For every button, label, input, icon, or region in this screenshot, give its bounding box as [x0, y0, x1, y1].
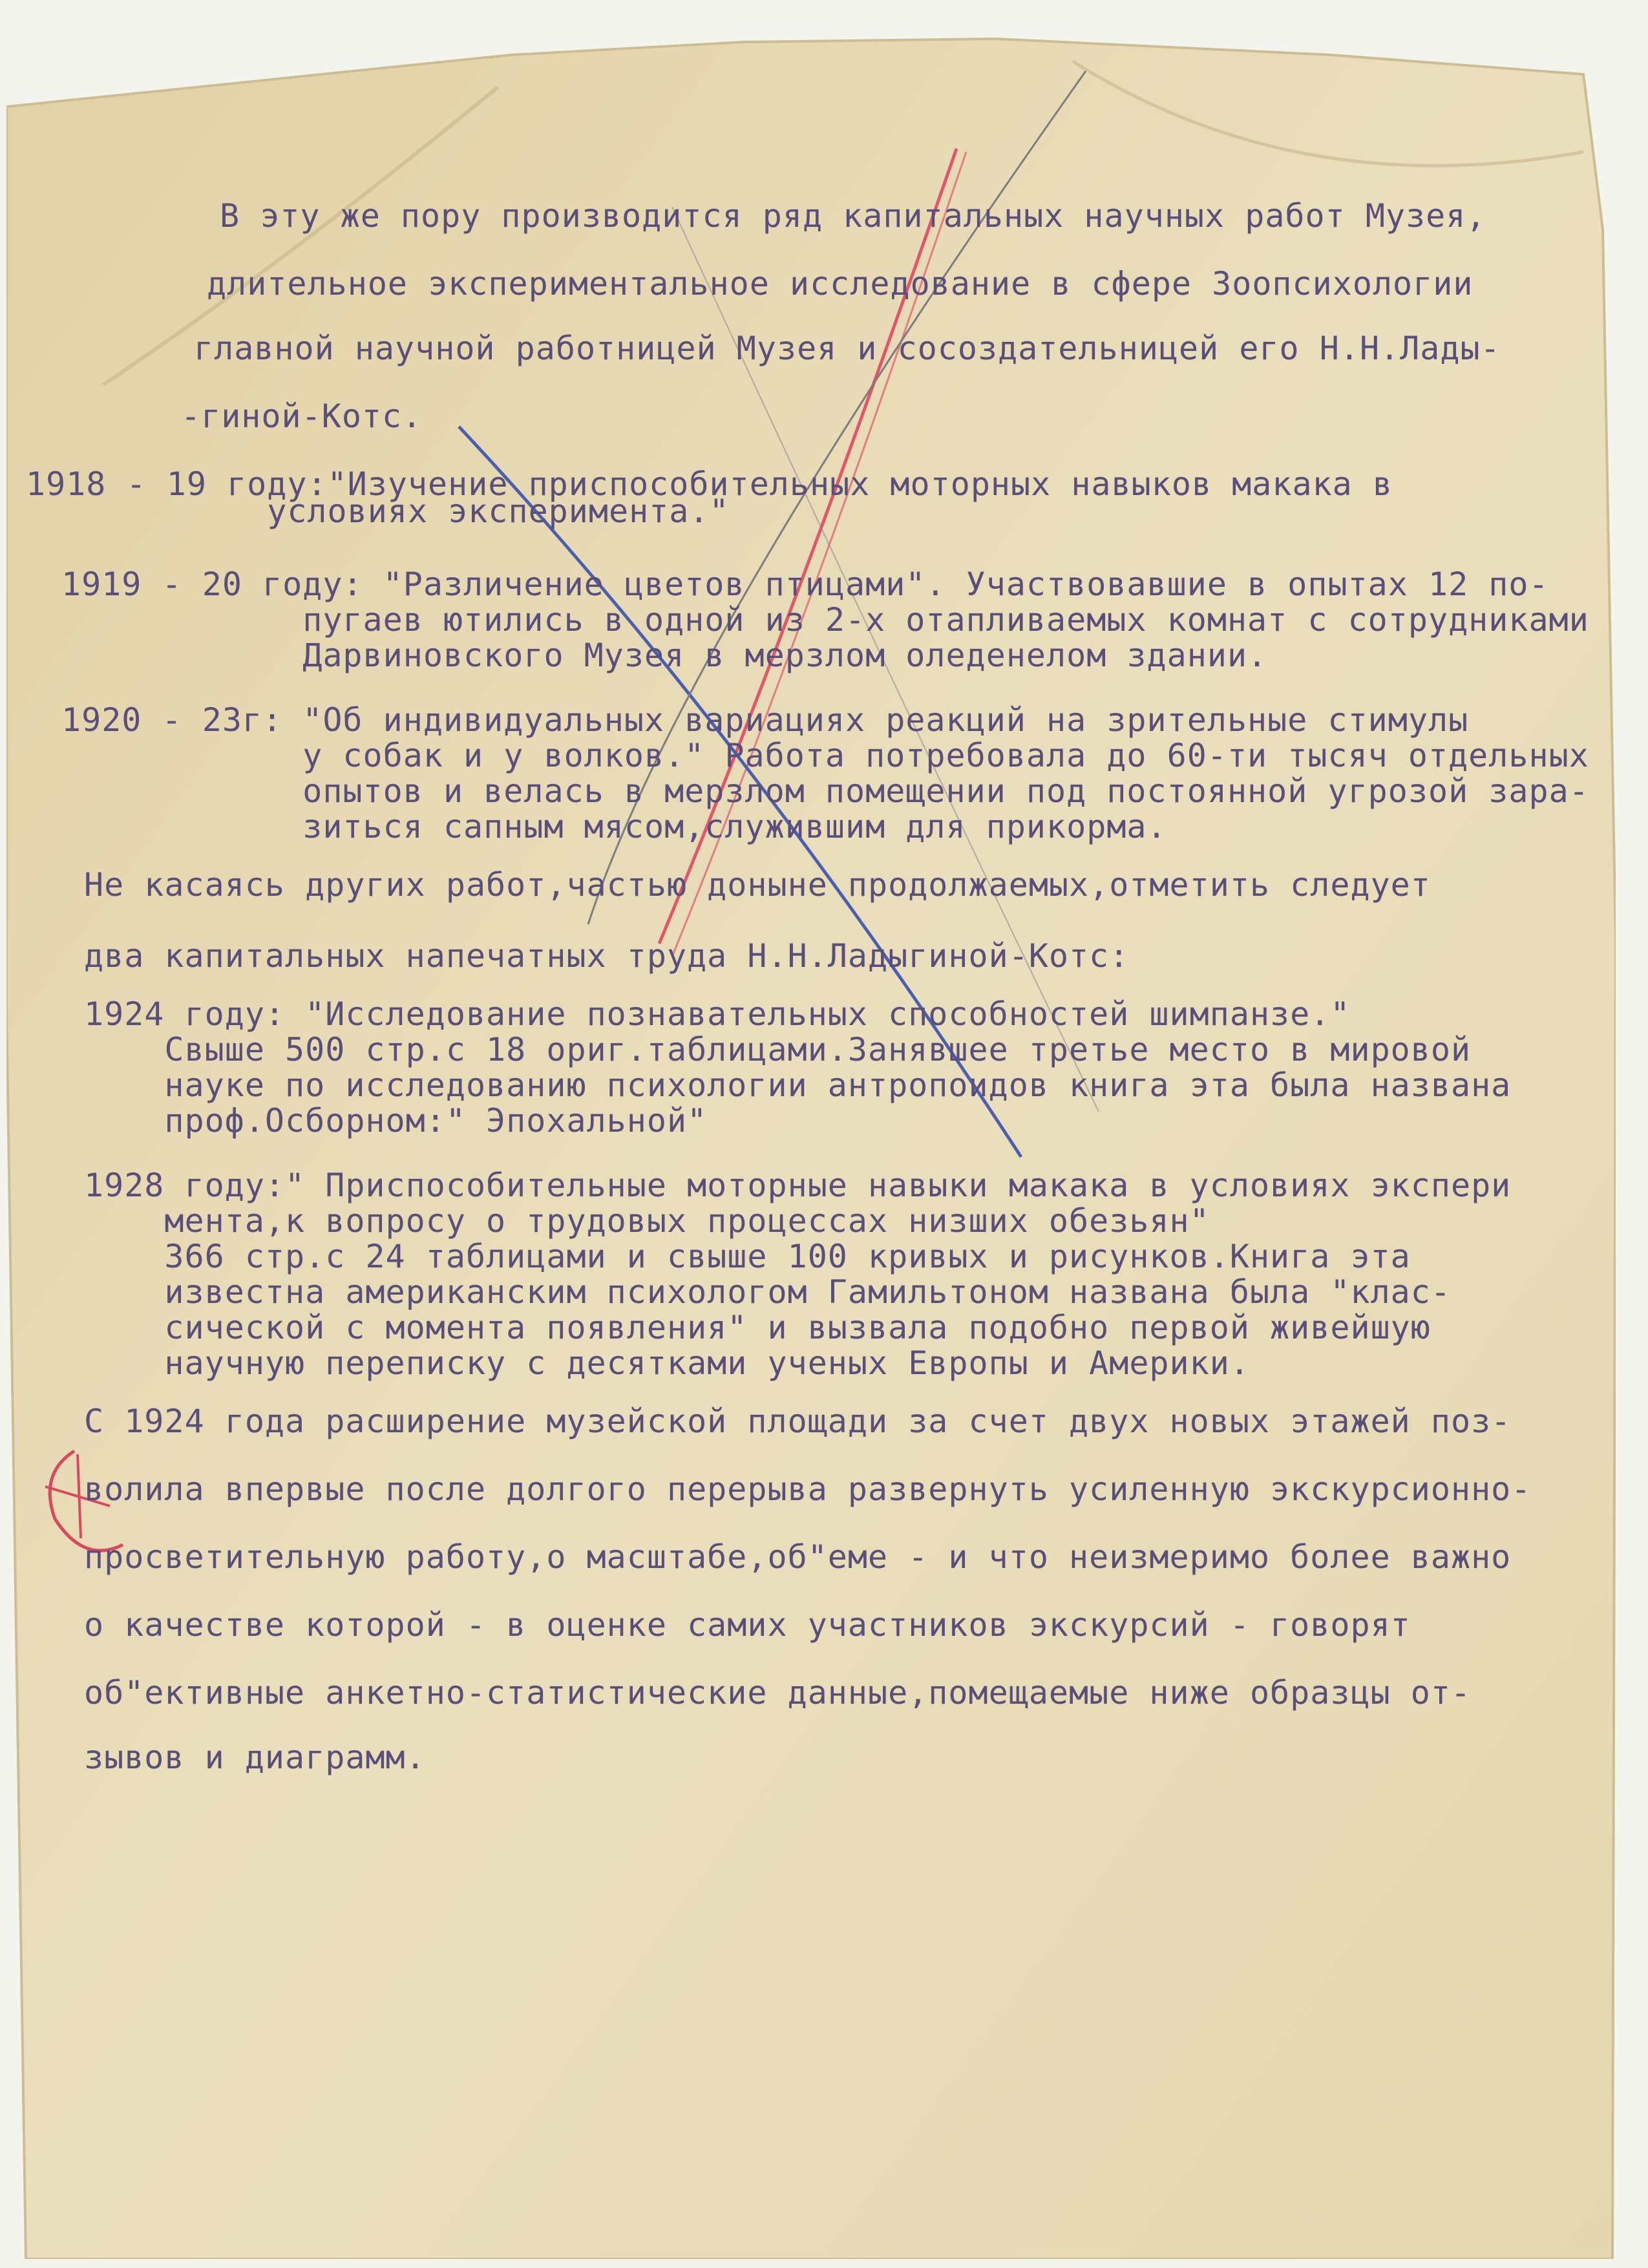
- text-line: В эту же пору производится ряд капитальных научных работ Музея,: [220, 197, 1486, 235]
- text-line: известна американским психологом Гамильтоном названа была "клас-: [84, 1273, 1451, 1311]
- text-line: 366 стр.с 24 таблицами и свыше 100 кривых и рисунков.Книга эта: [84, 1238, 1411, 1275]
- text-line: 1924 году: "Исследование познавательных способностей шимпанзе.": [84, 995, 1351, 1033]
- text-line: 1918 - 19 году:"Изучение приспособительных моторных навыков макака в: [26, 465, 1393, 503]
- text-line: волила впервые после долгого перерыва развернуть усиленную экскурсионно-: [84, 1470, 1532, 1508]
- text-line: -гиной-Котс.: [181, 397, 423, 435]
- text-line: опытов и велась в мерзлом помещении под постоянной угрозой зара-: [61, 772, 1589, 810]
- text-line: научную переписку с десятками ученых Европы и Америки.: [84, 1344, 1250, 1382]
- text-line: пугаев ютились в одной из 2-х отапливаемых комнат с сотрудниками: [61, 601, 1589, 639]
- text-line: у собак и у волков." Работа потребовала до 60-ти тысяч отдельных: [61, 737, 1589, 774]
- text-line: С 1924 года расширение музейской площади за счет двух новых этажей поз-: [84, 1403, 1512, 1440]
- text-line: зиться сапным мясом,служившим для прикорма.: [61, 808, 1167, 845]
- text-line: главной научной работницей Музея и сосоздательницей его Н.Н.Лады-: [194, 330, 1501, 367]
- text-line: Свыше 500 стр.с 18 ориг.таблицами.Занявшее третье место в мировой: [84, 1031, 1472, 1068]
- text-line: Дарвиновского Музея в мерзлом оледенелом здании.: [61, 637, 1268, 674]
- text-line: просветительную работу,о масштабе,об"еме - и что неизмеримо более важно: [84, 1538, 1512, 1576]
- text-line: зывов и диаграмм.: [84, 1739, 426, 1776]
- text-line: 1920 - 23г: "Об индивидуальных вариациях реакций на зрительные стимулы: [61, 701, 1469, 739]
- text-line: науке по исследованию психологии антропоидов книга эта была названа: [84, 1066, 1512, 1104]
- text-line: 1928 году:" Приспособительные моторные навыки макака в условиях экспери: [84, 1167, 1512, 1204]
- text-line: о качестве которой - в оценке самих участников экскурсий - говорят: [84, 1606, 1411, 1644]
- text-line: Не касаясь других работ,частью доныне продолжаемых,отметить следует: [84, 866, 1431, 904]
- text-line: сической с момента появления" и вызвала подобно первой живейшую: [84, 1309, 1431, 1346]
- text-line: об"ективные анкетно-статистические данные,помещаемые ниже образцы от-: [84, 1674, 1472, 1712]
- text-line: 1919 - 20 году: "Различение цветов птицами". Участвовавшие в опытах 12 по-: [61, 566, 1549, 603]
- text-line: длительное экспериментальное исследование в сфере Зоопсихологии: [207, 265, 1474, 302]
- text-line: мента,к вопросу о трудовых процессах низших обезьян": [84, 1202, 1210, 1240]
- text-line: условиях эксперимента.": [26, 493, 730, 530]
- text-line: два капитальных напечатных труда Н.Н.Ладыгиной-Котс:: [84, 937, 1130, 975]
- text-line: проф.Осборном:" Эпохальной": [84, 1102, 708, 1139]
